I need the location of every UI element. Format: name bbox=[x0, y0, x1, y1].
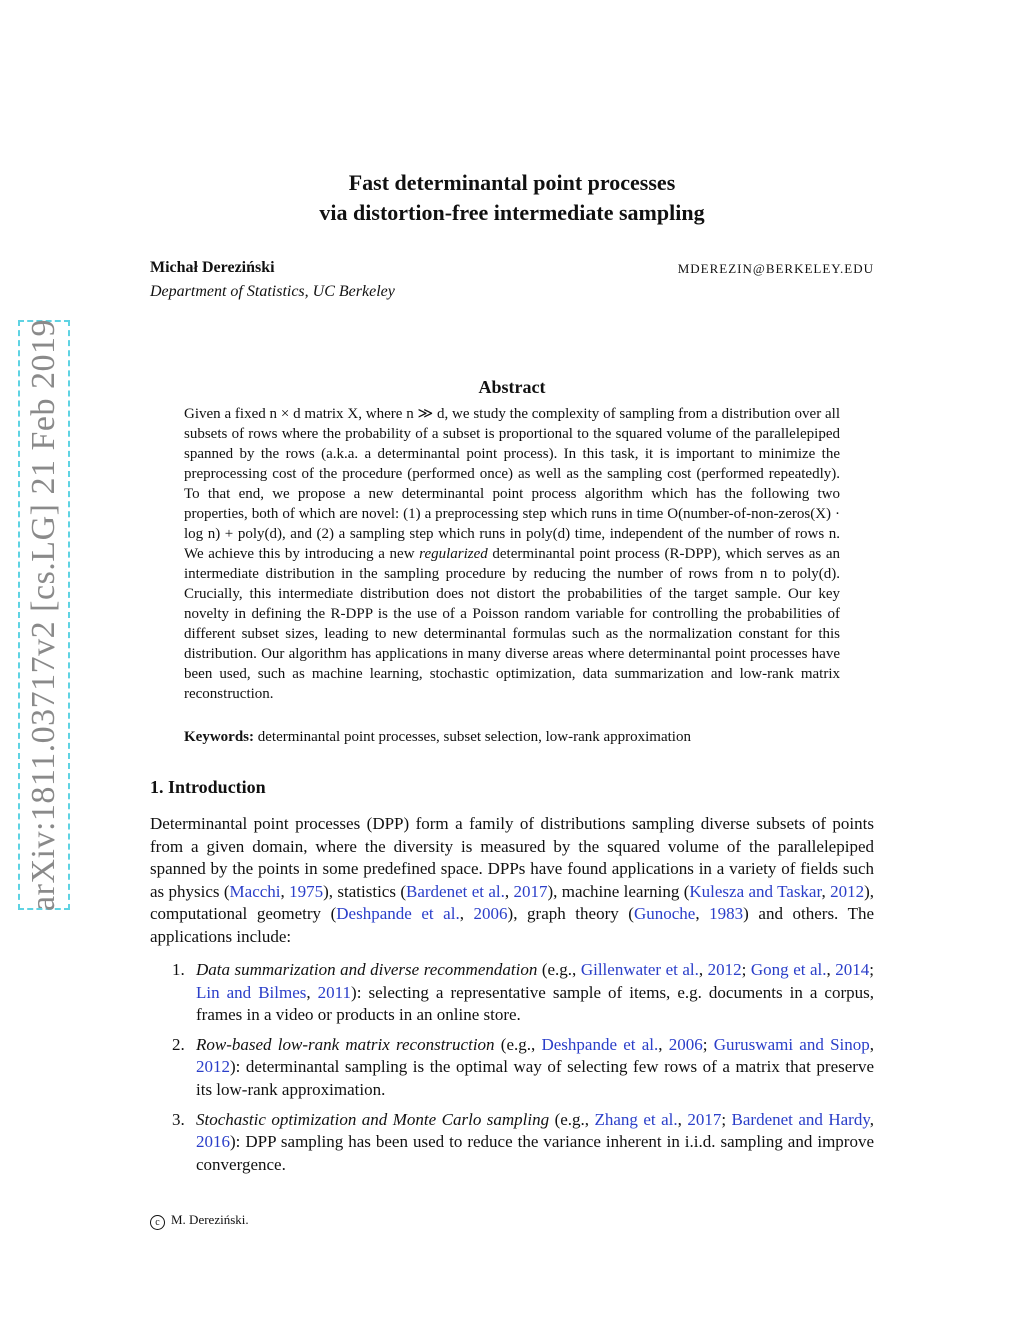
citation-year-link[interactable]: 1975 bbox=[289, 881, 324, 901]
list-number: 2. bbox=[172, 1034, 185, 1054]
citation-year-link[interactable]: 2017 bbox=[513, 881, 548, 901]
citation-year-link[interactable]: 2006 bbox=[668, 1034, 703, 1054]
list-item-title: Row-based low-rank matrix reconstruction bbox=[196, 1034, 495, 1054]
keywords bbox=[184, 729, 840, 746]
copyright-notice bbox=[150, 1212, 249, 1230]
list-number: 3. bbox=[172, 1109, 185, 1129]
citation-link[interactable]: Gunoche bbox=[633, 904, 696, 924]
citation-link[interactable]: Gillenwater et al. bbox=[580, 960, 699, 979]
citation-year-link[interactable]: 2016 bbox=[196, 1132, 230, 1152]
intro-text: ), statistics ( bbox=[323, 881, 406, 901]
arxiv-stamp-text: arXiv:1811.03717v2 [cs.LG] 21 Feb 2019 bbox=[25, 319, 62, 911]
citation-year-link[interactable]: 2012 bbox=[830, 881, 865, 901]
list-item-title: Data summarization and diverse recommendation bbox=[196, 960, 538, 979]
author-affiliation: Department of Statistics, UC Berkeley bbox=[150, 283, 395, 300]
list-item: 3. Stochastic optimization and Monte Carlo sampling (e.g., Zhang et al., 2017; Bardenet and Hardy, 2016): DPP sampling has been used to reduce the variance inherent in i.i.d. sampling and improve convergence. bbox=[172, 1109, 874, 1174]
abstract-text-2: determinantal point process (R-DPP), which serves as an intermediate distribution in the sampling procedure by reducing the number of rows from n to poly(d). Crucially, this intermediate distribution does not distort the probabilities of the target sample. Our key novelty in defining the R-DPP is the use of a Poisson random variable for controlling the probabilities of different subset sizes, leading to new determinantal formulas such as the normalization constant for this distribution. Our algorithm has applications in many diverse areas where determinantal point processes have been used, such as machine learning, stochastic optimization, data summarization and low-rank matrix reconstruction. bbox=[184, 546, 841, 702]
list-item-text: ): determinantal sampling is the optimal way of selecting few rows of a matrix that preserve its low-rank approximation. bbox=[196, 1057, 874, 1099]
list-item-text: ): selecting a representative sample of items, e.g. documents in a corpus, frames in a video or products in an online store. bbox=[196, 982, 874, 1025]
citation-link[interactable]: Bardenet and Hardy bbox=[731, 1109, 870, 1129]
keywords-text: determinantal point processes, subset selection, low-rank approximation bbox=[254, 729, 691, 745]
citation-year-link[interactable]: 1983 bbox=[709, 904, 744, 924]
author-email[interactable]: MDEREZIN@BERKELEY.EDU bbox=[677, 261, 874, 276]
abstract-text-1: Given a fixed n × d matrix X, where n ≫ d, we study the complexity of sampling from a distribution over all subsets of rows where the probability of a subset is proportional to the squared volume of the parallelepiped spanned by the rows (a.k.a. a determinantal point process). In this task, it is important to minimize the preprocessing cost of the procedure (performed once) as well as the sampling cost (performed repeatedly). To that end, we propose a new determinantal point process algorithm which has the following two properties, both of which are novel: (1) a preprocessing step which runs in time O(number-of-non-zeros(X) · log n) + poly(d), and (2) a sampling step which runs in poly(d) time, independent of the number of rows n. We achieve this by introducing a new bbox=[184, 406, 840, 562]
citation-link[interactable]: Macchi bbox=[229, 881, 281, 901]
intro-text: ), computational geometry ( bbox=[150, 881, 874, 924]
abstract-heading: Abstract bbox=[478, 377, 546, 397]
citation-year-link[interactable]: 2006 bbox=[473, 904, 508, 924]
abstract-emphasis: regularized bbox=[419, 546, 488, 562]
paper-title-line-2: via distortion-free intermediate sampling bbox=[319, 200, 705, 225]
list-number: 1. bbox=[172, 960, 185, 979]
citation-year-link[interactable]: 2011 bbox=[317, 982, 352, 1002]
arxiv-stamp bbox=[18, 320, 70, 910]
copyright-text: M. Dereziński. bbox=[171, 1212, 249, 1227]
citation-link[interactable]: Lin and Bilmes bbox=[196, 982, 307, 1002]
citation-link[interactable]: Deshpande et al. bbox=[336, 904, 460, 924]
copyright-icon: c bbox=[150, 1215, 165, 1230]
list-item-text: ): DPP sampling has been used to reduce the variance inherent in i.i.d. sampling and improve convergence. bbox=[196, 1132, 874, 1174]
list-item-text: (e.g., bbox=[549, 1109, 595, 1129]
list-item-text: (e.g., bbox=[494, 1034, 542, 1054]
list-item: 1. Data summarization and diverse recommendation (e.g., Gillenwater et al., 2012; Gong et al., 2014; Lin and Bilmes, 2011): selecting a representative sample of items, e.g. documents in a corpus, frames in a video or products in an online store. bbox=[172, 960, 874, 1025]
intro-text: ), graph theory ( bbox=[507, 904, 634, 924]
list-item: 2. Row-based low-rank matrix reconstruction (e.g., Deshpande et al., 2006; Guruswami and Sinop, 2012): determinantal sampling is the optimal way of selecting few rows of a matrix that preserve its low-rank approximation. bbox=[172, 1034, 874, 1099]
intro-text: ), machine learning ( bbox=[547, 881, 690, 901]
author-name: Michał Dereziński bbox=[150, 259, 275, 276]
citation-year-link[interactable]: 2017 bbox=[687, 1109, 722, 1129]
citation-year-link[interactable]: 2012 bbox=[707, 960, 742, 979]
paper-title-line-1: Fast determinantal point processes bbox=[348, 170, 676, 195]
citation-year-link[interactable]: 2012 bbox=[196, 1057, 230, 1077]
list-item-title: Stochastic optimization and Monte Carlo sampling bbox=[196, 1109, 550, 1129]
citation-link[interactable]: Zhang et al. bbox=[594, 1109, 678, 1129]
citation-link[interactable]: Deshpande et al. bbox=[541, 1034, 659, 1054]
citation-link[interactable]: Guruswami and Sinop bbox=[713, 1034, 870, 1054]
section-heading: 1. Introduction bbox=[150, 777, 266, 797]
applications-list bbox=[150, 959, 874, 1183]
citation-link[interactable]: Bardenet et al. bbox=[405, 881, 505, 901]
intro-text: Determinantal point processes (DPP) form a family of distributions sampling diverse subsets of points from a given domain, where the diversity is measured by the squared volume of the parallelepiped spanned by the points in some predefined space. DPPs have found applications in a variety of fields such as physics ( bbox=[150, 814, 874, 901]
list-item-text: (e.g., bbox=[537, 960, 581, 979]
citation-year-link[interactable]: 2014 bbox=[835, 960, 870, 979]
keywords-label: Keywords: bbox=[184, 729, 254, 745]
citation-link[interactable]: Gong et al. bbox=[750, 960, 827, 979]
citation-link[interactable]: Kulesza and Taskar bbox=[689, 881, 822, 901]
abstract-body bbox=[184, 404, 840, 704]
intro-paragraph: Determinantal point processes (DPP) form a family of distributions sampling diverse subsets of points from a given domain, where the diversity is measured by the squared volume of the parallelepiped spanned by the points in some predefined space. DPPs have found applications in a variety of fields such as physics (Macchi, 1975), statistics (Bardenet et al., 2017), machine learning (Kulesza and Taskar, 2012), computational geometry (Deshpande et al., 2006), graph theory (Gunoche, 1983) and others. The applications include: bbox=[150, 814, 875, 946]
intro-text: ) and others. The applications include: bbox=[150, 904, 875, 946]
